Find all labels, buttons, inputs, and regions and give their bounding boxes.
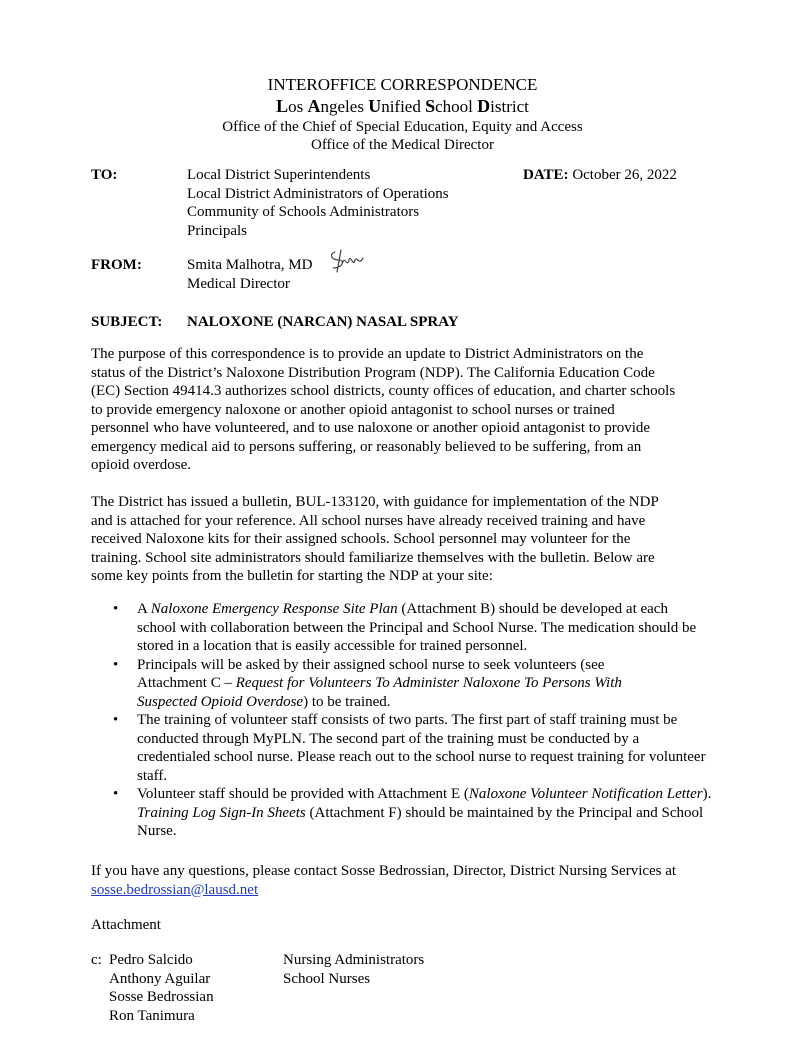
memo-title: INTEROFFICE CORRESPONDENCE [267,75,538,94]
office-line-2: Office of the Medical Director [311,137,494,153]
recipient-line: Principals [187,222,247,239]
cc-list-left [109,951,214,1025]
signature-mark [327,246,367,276]
contact-paragraph [91,862,751,899]
district-word: Unified [368,96,426,116]
list-item: • Principals will be asked by their assigned school nurse to seek volunteers (see Attachment C – Request for Volunteers To Administer Naloxone To Persons With Suspected Opioid Overdose) to be trained. [91,656,677,712]
district-word: Los [276,96,308,116]
cc-name: Anthony Aguilar [109,970,211,987]
cc-name: Sosse Bedrossian [109,989,214,1005]
district-word: Angeles [307,96,369,116]
contact-email-link[interactable]: sosse.bedrossian@lausd.net [91,881,259,898]
recipient-line: Community of Schools Administrators [187,204,420,220]
recipient-line: Local District Superintendents [187,167,371,183]
date-value: October 26, 2022 [568,167,677,183]
subject-value: NALOXONE (NARCAN) NASAL SPRAY [187,314,459,330]
district-word: District [477,96,529,116]
from-label: FROM: [91,257,142,273]
key-points-list [91,600,731,841]
office-line-1: Office of the Chief of Special Education, Equity and Access [222,119,583,135]
date-label: DATE: [523,167,569,183]
contact-text: If you have any questions, please contact Sosse Bedrossian, Director, District Nursing Services at [91,863,677,879]
to-label: TO: [91,167,118,183]
district-word: School [425,96,478,116]
cc-name: Pedro Salcido [109,952,193,968]
list-item: • A Naloxone Emergency Response Site Plan (Attachment B) should be developed at each school with collaboration between the Principal and School Nurse. The medication should be stored in a location that is easily accessible for trained personnel. [91,600,707,656]
subject-label: SUBJECT: [91,314,163,330]
sender-name: Smita Malhotra, MD [187,257,313,273]
from-sender [187,256,312,293]
cc-name: Nursing Administrators [283,952,425,968]
district-name [0,97,805,117]
cc-name: School Nurses [283,970,371,987]
cc-label: c: [91,952,102,968]
attachment-note: Attachment [91,917,161,933]
recipient-line: Local District Administrators of Operations [187,185,449,202]
cc-name: Ron Tanimura [109,1007,195,1024]
body-paragraph-1: The purpose of this correspondence is to provide an update to District Administrators on the status of the District’s Naloxone Distribution Program (NDP). The California Education Code (EC) Section 49414.3 authorizes school districts, county offices of education, and charter schools to provide emergency naloxone or another opioid antagonist to school nurses or trained personnel who have volunteered, and to use naloxone or another opioid antagonist to provide emergency medical aid to persons suffering, or reasonably believed to be suffering, from an opioid overdose. [91,346,676,473]
date-field [523,166,677,185]
body-paragraph-2: The District has issued a bulletin, BUL-133120, with guidance for implementation of the NDP and is attached for your reference. All school nurses have already received training and have received Naloxone kits for their assigned schools. School personnel may volunteer for the training. School site administrators should familiarize themselves with the bulletin. Below are some key points from the bulletin for starting the NDP at your site: [91,494,659,584]
to-recipients [187,166,449,240]
cc-list-right [283,951,424,988]
list-item: • The training of volunteer staff consists of two parts. The first part of staff training must be conducted through MyPLN. The second part of the training must be conducted by a credentialed school nurse. Please reach out to the school nurse to request training for volunteer staff. [91,711,707,785]
list-item: • Volunteer staff should be provided with Attachment E (Naloxone Volunteer Notification Letter). Training Log Sign-In Sheets (Attachment F) should be maintained by the Principal and School Nurse. [91,785,712,841]
sender-title: Medical Director [187,275,290,292]
